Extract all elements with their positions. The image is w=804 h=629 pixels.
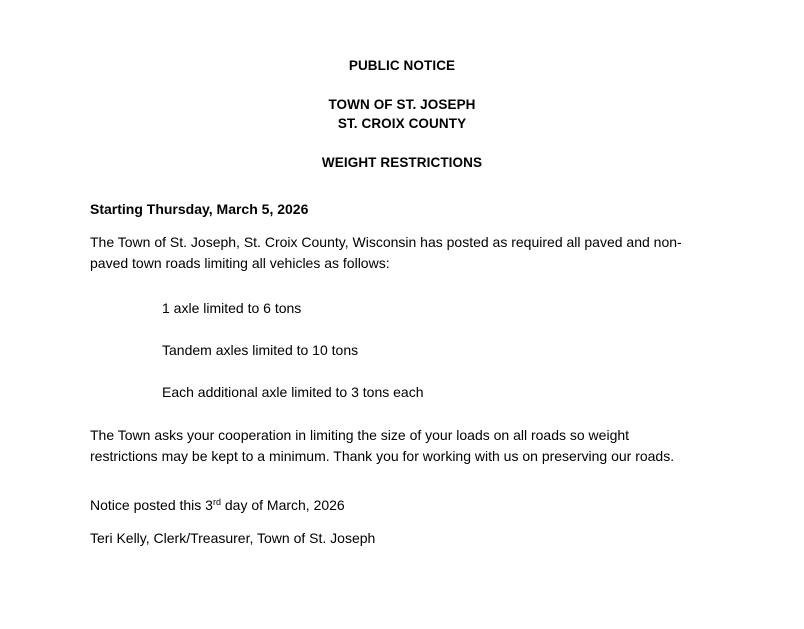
posted-date — [90, 495, 730, 516]
start-date: Starting Thursday, March 5, 2026 — [90, 201, 309, 217]
county-name: ST. CROIX COUNTY — [337, 116, 467, 131]
posted-suffix: day of March, 2026 — [220, 497, 345, 513]
posted-ordinal: rd — [212, 497, 221, 507]
limit-item-3: Each additional axle limited to 3 tons each — [162, 384, 424, 400]
cooperation-line-2: restrictions may be kept to a minimum. Thank you for working with us on preserving our roads. — [90, 448, 675, 464]
posted-prefix: Notice posted this 3 — [90, 497, 213, 513]
intro-line-1: The Town of St. Joseph, St. Croix County, Wisconsin has posted as required all paved and non- — [90, 234, 682, 250]
notice-subject: WEIGHT RESTRICTIONS — [321, 155, 483, 170]
cooperation-paragraph — [90, 425, 750, 467]
limit-item-2: Tandem axles limited to 10 tons — [162, 342, 359, 358]
signature: Teri Kelly, Clerk/Treasurer, Town of St. Joseph — [90, 530, 376, 546]
cooperation-line-1: The Town asks your cooperation in limiting the size of your loads on all roads so weight — [90, 427, 630, 443]
limit-item-1: 1 axle limited to 6 tons — [162, 300, 302, 316]
intro-line-2: paved town roads limiting all vehicles as follows: — [90, 255, 390, 271]
intro-paragraph — [90, 232, 730, 274]
notice-heading: PUBLIC NOTICE — [348, 58, 456, 73]
town-name: TOWN OF ST. JOSEPH — [328, 97, 476, 112]
